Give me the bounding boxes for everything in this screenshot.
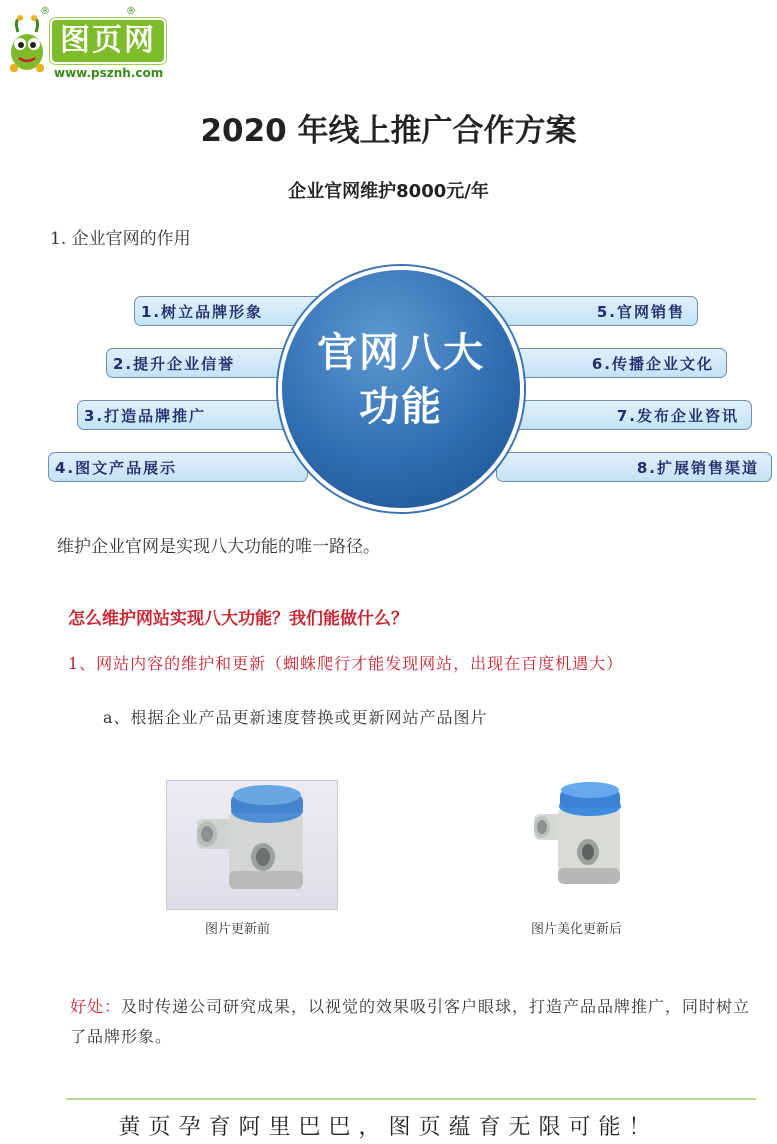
registered-mark: ® xyxy=(126,6,136,17)
product-photo-before xyxy=(166,780,338,910)
point-a: a、根据企业产品更新速度替换或更新网站产品图片 xyxy=(103,708,488,727)
page-subtitle: 企业官网维护8000元/年 xyxy=(288,181,489,202)
function-item-right: 8.扩展销售渠道 xyxy=(496,452,772,482)
center-circle-label xyxy=(278,326,524,434)
logo-url: www.psznh.com xyxy=(54,66,164,80)
site-logo[interactable] xyxy=(4,6,174,82)
function-item-left: 4.图文产品展示 xyxy=(48,452,308,482)
photo-caption-before: 图片更新前 xyxy=(205,922,271,937)
question-heading: 怎么维护网站实现八大功能？我们能做什么？ xyxy=(68,609,408,629)
point-1: 1、网站内容的维护和更新（蜘蛛爬行才能发现网站，出现在百度机遇大） xyxy=(68,654,624,673)
product-photo-after xyxy=(520,782,640,892)
section-heading: 1. 企业官网的作用 xyxy=(50,229,191,249)
transmitter-image xyxy=(167,781,337,909)
function-item-right: 5.官网销售 xyxy=(470,296,698,326)
function-item-left: 1.树立品牌形象 xyxy=(134,296,334,326)
benefit-paragraph xyxy=(70,992,760,1052)
photo-caption-after: 图片美化更新后 xyxy=(531,922,623,937)
page-title: 2020 年线上推广合作方案 xyxy=(200,113,577,149)
note-text: 维护企业官网是实现八大功能的唯一路径。 xyxy=(57,537,380,557)
function-item-right: 6.传播企业文化 xyxy=(495,348,727,378)
registered-mark: ® xyxy=(40,6,50,17)
function-item-left: 3.打造品牌推广 xyxy=(77,400,297,430)
center-line-1: 官网八大 xyxy=(317,330,485,376)
function-item-right: 7.发布企业咨讯 xyxy=(500,400,752,430)
footer-slogan: 黄页孕育阿里巴巴，图页蕴育无限可能！ xyxy=(118,1115,659,1140)
center-line-2: 功能 xyxy=(359,384,443,430)
benefit-text: 及时传递公司研究成果，以视觉的效果吸引客户眼球，打造产品品牌推广，同时树立了品牌形象。 xyxy=(70,997,751,1046)
function-item-left: 2.提升企业信誉 xyxy=(106,348,306,378)
benefit-label: 好处： xyxy=(70,997,122,1016)
mascot-icon xyxy=(4,14,50,74)
transmitter-image xyxy=(520,782,640,892)
footer-divider xyxy=(66,1098,756,1100)
logo-name: 图页网 xyxy=(52,20,164,62)
